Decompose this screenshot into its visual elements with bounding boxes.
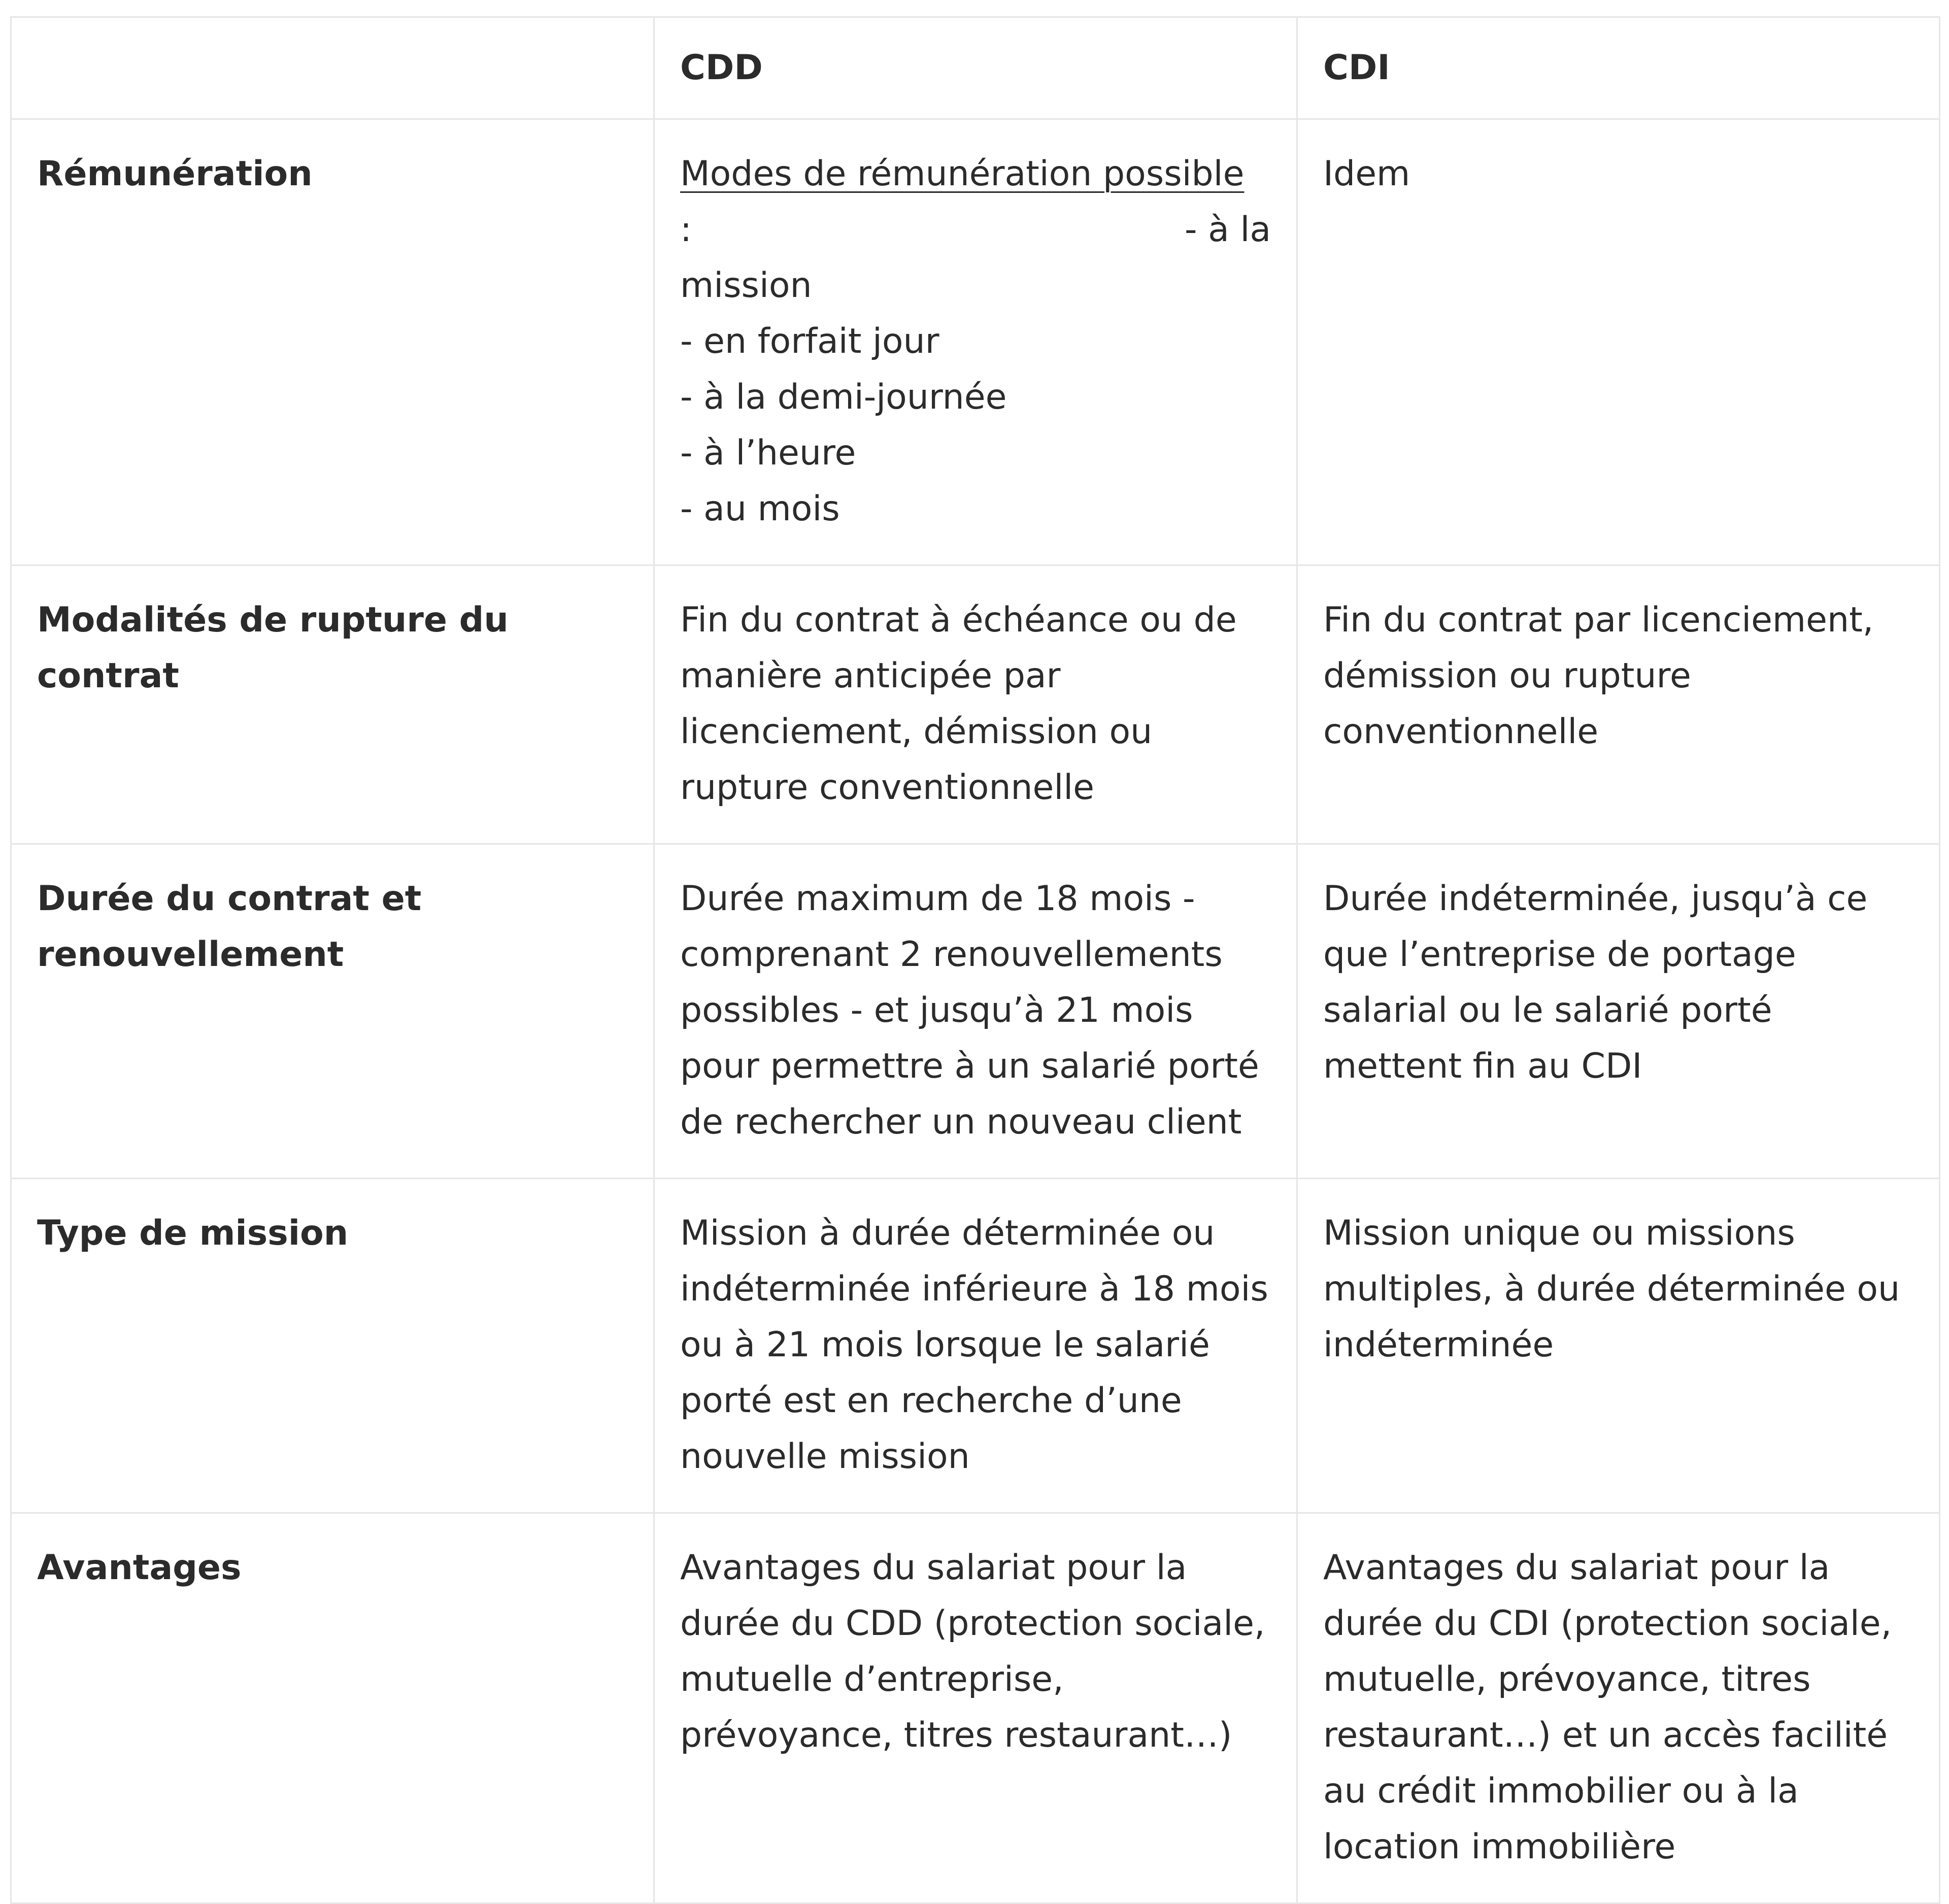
table-header-row	[11, 17, 1940, 119]
cell-cdd-duree: Durée maximum de 18 mois - comprenant 2 renouvellements possibles - et jusqu’à 21 mois pour permettre à un salarié porté de rechercher un nouveau client	[654, 844, 1297, 1179]
row-label-duree: Durée du contrat et renouvellement	[11, 844, 654, 1179]
row-label-rupture: Modalités de rupture du contrat	[11, 565, 654, 844]
remuneration-line: - en forfait jour	[680, 321, 939, 361]
table-row-type-mission	[11, 1179, 1940, 1513]
row-label-avantages: Avantages	[11, 1513, 654, 1903]
header-cdi: CDI	[1297, 17, 1940, 119]
cdd-cdi-comparison-table	[10, 16, 1940, 1904]
comparison-table-container	[10, 16, 1939, 1904]
cell-cdd-remuneration	[654, 119, 1297, 565]
remuneration-line: - à l’heure	[680, 433, 856, 473]
remuneration-line: - au mois	[680, 489, 840, 529]
table-row-duree	[11, 844, 1940, 1179]
cell-cdd-type-mission: Mission à durée déterminée ou indéterminée inférieure à 18 mois ou à 21 mois lorsque le salarié porté est en recherche d’une nouvelle mission	[654, 1179, 1297, 1513]
cell-cdi-duree: Durée indéterminée, jusqu’à ce que l’entreprise de portage salarial ou le salarié porté mettent fin au CDI	[1297, 844, 1940, 1179]
header-empty-cell	[11, 17, 654, 119]
cell-cdi-remuneration: Idem	[1297, 119, 1940, 565]
remuneration-line: - à la demi-journée	[680, 377, 1007, 417]
remuneration-colon-line	[680, 202, 1271, 258]
row-label-type-mission: Type de mission	[11, 1179, 654, 1513]
header-cdd: CDD	[654, 17, 1297, 119]
cell-cdi-avantages: Avantages du salariat pour la durée du CDI (protection sociale, mutuelle, prévoyance, titres restaurant…) et un accès facilité au crédit immobilier ou à la location immobilière	[1297, 1513, 1940, 1903]
remuneration-line: mission	[680, 265, 812, 306]
cell-cdd-avantages: Avantages du salariat pour la durée du CDD (protection sociale, mutuelle d’entreprise, prévoyance, titres restaurant…)	[654, 1513, 1297, 1903]
remuneration-modes-title: Modes de rémunération possible	[680, 154, 1245, 194]
row-label-remuneration: Rémunération	[11, 119, 654, 565]
remuneration-first-item: - à la	[1185, 210, 1271, 250]
table-row-avantages	[11, 1513, 1940, 1903]
remuneration-colon: :	[680, 210, 692, 250]
table-row-remuneration	[11, 119, 1940, 565]
table-row-rupture	[11, 565, 1940, 844]
cell-cdd-rupture: Fin du contrat à échéance ou de manière anticipée par licenciement, démission ou rupture conventionnelle	[654, 565, 1297, 844]
cell-cdi-type-mission: Mission unique ou missions multiples, à durée déterminée ou indéterminée	[1297, 1179, 1940, 1513]
cell-cdi-rupture: Fin du contrat par licenciement, démission ou rupture conventionnelle	[1297, 565, 1940, 844]
